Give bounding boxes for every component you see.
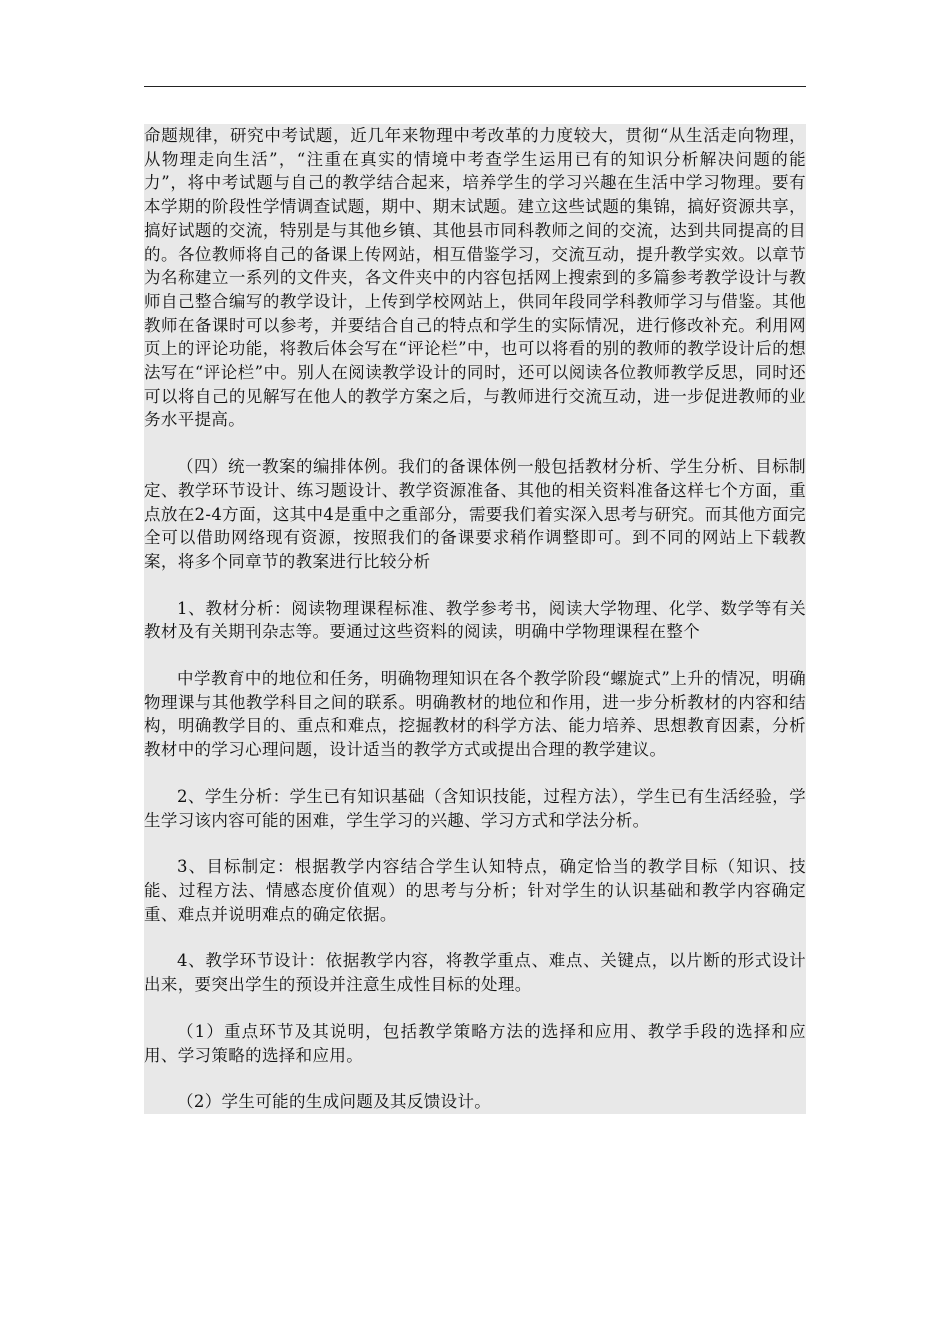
paragraph-gap bbox=[144, 644, 806, 667]
header-rule bbox=[144, 86, 806, 87]
paragraph-student-analysis: 2、学生分析：学生已有知识基础（含知识技能，过程方法），学生已有生活经验，学生学习该内容可能的困难，学生学习的兴趣、学习方式和学法分析。 bbox=[144, 786, 806, 830]
paragraph-gap bbox=[144, 762, 806, 785]
paragraph-gap bbox=[144, 926, 806, 949]
paragraph-gap bbox=[144, 432, 806, 455]
paragraph-student-feedback: （2）学生可能的生成问题及其反馈设计。 bbox=[177, 1092, 492, 1112]
paragraph-gap bbox=[144, 574, 806, 597]
paragraph-gap bbox=[144, 1067, 806, 1090]
paragraph-textbook-analysis: 1、教材分析：阅读物理课程标准、教学参考书，阅读大学物理、化学、数学等有关教材及有关期刊杂志等。要通过这些资料的阅读，明确中学物理课程在整个 bbox=[144, 598, 806, 642]
paragraph-teaching-design: 4、教学环节设计：依据教学内容，将教学重点、难点、关键点，以片断的形式设计出来，要突出学生的预设并注意生成性目标的处理。 bbox=[144, 951, 806, 995]
paragraph-gap bbox=[144, 997, 806, 1020]
paragraph-gap bbox=[144, 832, 806, 855]
paragraph-textbook-analysis-cont: 中学教育中的地位和任务，明确物理知识在各个教学阶段“螺旋式”上升的情况，明确物理课与其他教学科目之间的联系。明确教材的地位和作用，进一步分析教材的内容和结构，明确教学目的、重点和难点，挖掘教材的科学方法、能力培养、思想教育因素，分析教材中的学习心理问题，设计适当的教学方式或提出合理的教学建议。 bbox=[144, 669, 806, 760]
paragraph-goal-setting: 3、目标制定：根据教学内容结合学生认知特点，确定恰当的教学目标（知识、技能、过程方法、情感态度价值观）的思考与分析；针对学生的认识基础和教学内容确定重、难点并说明难点的确定依据。 bbox=[144, 857, 806, 924]
document-body bbox=[144, 124, 806, 1114]
paragraph-continued: 命题规律，研究中考试题，近几年来物理中考改革的力度较大，贯彻“从生活走向物理，从物理走向生活”，“注重在真实的情境中考查学生运用已有的知识分析解决问题的能力”，将中考试题与自己的教学结合起来，培养学生的学习兴趣在生活中学习物理。要有本学期的阶段性学情调查试题，期中、期末试题。建立这些试题的集锦，搞好资源共享，搞好试题的交流，特别是与其他乡镇、其他县市同科教师之间的交流，达到共同提高的目的。各位教师将自己的备课上传网站，相互借鉴学习，交流互动，提升教学实效。以章节为名称建立一系列的文件夹，各文件夹中的内容包括网上搜索到的多篇参考教学设计与教师自己整合编写的教学设计，上传到学校网站上，供同年段同学科教师学习与借鉴。其他教师在备课时可以参考，并要结合自己的特点和学生的实际情况，进行修改补充。利用网页上的评论功能，将教后体会写在“评论栏”中，也可以将看的别的教师的教学设计后的想法写在“评论栏”中。别人在阅读教学设计的同时，还可以阅读各位教师教学反思，同时还可以将自己的见解写在他人的教学方案之后，与教师进行交流互动，进一步促进教师的业务水平提高。 bbox=[144, 126, 806, 430]
paragraph-lesson-plan-format: （四）统一教案的编排体例。我们的备课体例一般包括教材分析、学生分析、目标制定、教学环节设计、练习题设计、教学资源准备、其他的相关资料准备这样七个方面，重点放在2-4方面，这其中4是重中之重部分，需要我们着实深入思考与研究。而其他方面完全可以借助网络现有资源，按照我们的备课要求稍作调整即可。到不同的网站上下载教案，将多个同章节的教案进行比较分析 bbox=[144, 457, 806, 571]
paragraph-key-segments: （1）重点环节及其说明，包括教学策略方法的选择和应用、教学手段的选择和应用、学习策略的选择和应用。 bbox=[144, 1021, 806, 1065]
